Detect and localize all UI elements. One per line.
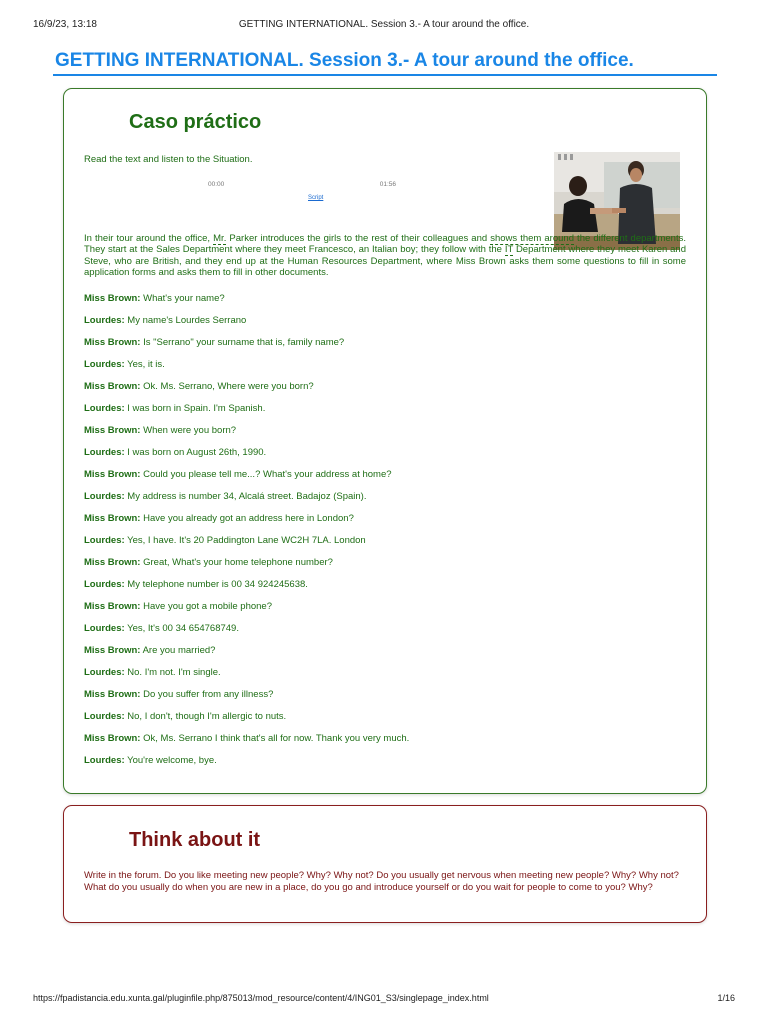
speaker-name: Lourdes: <box>84 403 125 414</box>
speaker-name: Miss Brown: <box>84 733 141 744</box>
dialogue-text: Could you please tell me...? What's your address at home? <box>140 469 392 480</box>
dialogue-text: I was born in Spain. I'm Spanish. <box>124 403 266 414</box>
speaker-name: Miss Brown: <box>84 601 141 612</box>
speaker-name: Lourdes: <box>84 755 125 766</box>
paragraph-text: In their tour around the office, <box>84 232 214 244</box>
speaker-name: Miss Brown: <box>84 381 141 392</box>
case-intro: Read the text and listen to the Situation. <box>84 154 253 165</box>
case-study-heading: Caso práctico <box>129 111 262 133</box>
dialogue-line <box>84 623 684 645</box>
dialogue-text: Are you married? <box>140 645 216 656</box>
dialogue-line <box>84 535 684 557</box>
dialogue-line <box>84 711 684 733</box>
speaker-name: Miss Brown: <box>84 337 141 348</box>
dialogue-line <box>84 667 684 689</box>
dialogue-text: No, I don't, though I'm allergic to nuts. <box>124 711 287 722</box>
dialogue-text: Ok. Ms. Serrano, Where were you born? <box>140 381 314 392</box>
dialogue-text: What's your name? <box>140 293 225 304</box>
dialogue-line <box>84 315 684 337</box>
audio-duration: 01:56 <box>379 181 396 188</box>
dialogue-text: Yes, it is. <box>124 359 165 370</box>
dialogue-text: Ok, Ms. Serrano I think that's all for now. Thank you very much. <box>140 733 410 744</box>
dialogue-line <box>84 755 684 777</box>
speaker-name: Lourdes: <box>84 579 125 590</box>
dialogue-text: Do you suffer from any illness? <box>140 689 274 700</box>
think-text: Write in the forum. Do you like meeting new people? Why? Why not? Do you usually get nervous when meeting new people? Why? Why not? What do you usually do when you are new in a place, do you go and introduce yourself or do you wait for people to come to you? Why? <box>84 870 679 893</box>
audio-player[interactable] <box>194 181 414 201</box>
dialogue-line <box>84 689 684 711</box>
case-paragraph <box>84 233 686 279</box>
speaker-name: Lourdes: <box>84 315 125 326</box>
speaker-name: Miss Brown: <box>84 293 141 304</box>
paragraph-text: Department where they meet Karen and Steve, who are British, and they end up at the Human Resources Department, where Miss Brown asks them some questions to fill in some application forms and asks them to fill in other documents. <box>84 244 687 278</box>
speaker-name: Lourdes: <box>84 359 125 370</box>
dialogue-line <box>84 469 684 491</box>
dialogue-line <box>84 381 684 403</box>
dialogue-line <box>84 293 684 315</box>
speaker-name: Lourdes: <box>84 711 125 722</box>
dialogue-text: Yes, I have. It's 20 Paddington Lane WC2H 7LA. London <box>124 535 366 546</box>
dialogue-text: My address is number 34, Alcalá street. Badajoz (Spain). <box>124 491 367 502</box>
dialogue-text: Great, What's your home telephone number? <box>140 557 333 568</box>
dialogue-text: Yes, It's 00 34 654768749. <box>124 623 239 634</box>
script-link[interactable]: Script <box>308 195 324 201</box>
speaker-name: Miss Brown: <box>84 689 141 700</box>
speaker-name: Miss Brown: <box>84 557 141 568</box>
dialogue-text: My name's Lourdes Serrano <box>124 315 247 326</box>
dialogue-text: Have you already got an address here in London? <box>140 513 354 524</box>
dialogue-line <box>84 557 684 579</box>
dialogue-line <box>84 447 684 469</box>
glossary-term-it[interactable]: IT <box>504 244 514 255</box>
page-title: GETTING INTERNATIONAL. Session 3.- A tour around the office. <box>55 50 634 71</box>
title-underline <box>53 74 717 76</box>
dialogue-text: You're welcome, bye. <box>124 755 217 766</box>
dialogue-text: No. I'm not. I'm single. <box>124 667 221 678</box>
paragraph-text: the different departments. They start at the Sales Department where they meet Francesco, an Italian boy; they follow with the <box>84 232 686 255</box>
speaker-name: Lourdes: <box>84 535 125 546</box>
dialogue-line <box>84 337 684 359</box>
speaker-name: Miss Brown: <box>84 513 141 524</box>
dialogue-line <box>84 359 684 381</box>
speaker-name: Lourdes: <box>84 447 125 458</box>
paragraph-text: Parker introduces the girls to the rest of their colleagues and <box>226 232 491 244</box>
speaker-name: Lourdes: <box>84 491 125 502</box>
dialogue-list <box>84 293 684 777</box>
dialogue-line <box>84 645 684 667</box>
dialogue-line <box>84 491 684 513</box>
dialogue-text: My telephone number is 00 34 924245638. <box>124 579 308 590</box>
dialogue-line <box>84 733 684 755</box>
speaker-name: Miss Brown: <box>84 645 141 656</box>
dialogue-text: When were you born? <box>140 425 237 436</box>
case-study-box <box>63 88 707 794</box>
print-date: 16/9/23, 13:18 <box>33 19 97 30</box>
audio-current-time: 00:00 <box>208 181 225 188</box>
dialogue-line <box>84 513 684 535</box>
speaker-name: Miss Brown: <box>84 469 141 480</box>
glossary-term-mr[interactable]: Mr. <box>213 232 227 244</box>
print-title: GETTING INTERNATIONAL. Session 3.- A tour around the office. <box>238 19 530 30</box>
glossary-term-shows-around[interactable]: shows them around <box>490 232 574 244</box>
think-heading: Think about it <box>129 829 261 851</box>
speaker-name: Lourdes: <box>84 623 125 634</box>
dialogue-text: Is "Serrano" your surname that is, family name? <box>140 337 345 348</box>
speaker-name: Lourdes: <box>84 667 125 678</box>
think-about-it-box <box>63 805 707 923</box>
speaker-name: Miss Brown: <box>84 425 141 436</box>
dialogue-line <box>84 425 684 447</box>
dialogue-text: I was born on August 26th, 1990. <box>124 447 267 458</box>
dialogue-line <box>84 579 684 601</box>
dialogue-line <box>84 403 684 425</box>
dialogue-line <box>84 601 684 623</box>
print-url: https://fpadistancia.edu.xunta.gal/pluginfile.php/875013/mod_resource/content/4/ING01_S3/singlepage_index.html <box>33 993 489 1003</box>
dialogue-text: Have you got a mobile phone? <box>140 601 272 612</box>
print-page-number: 1/16 <box>717 993 735 1003</box>
